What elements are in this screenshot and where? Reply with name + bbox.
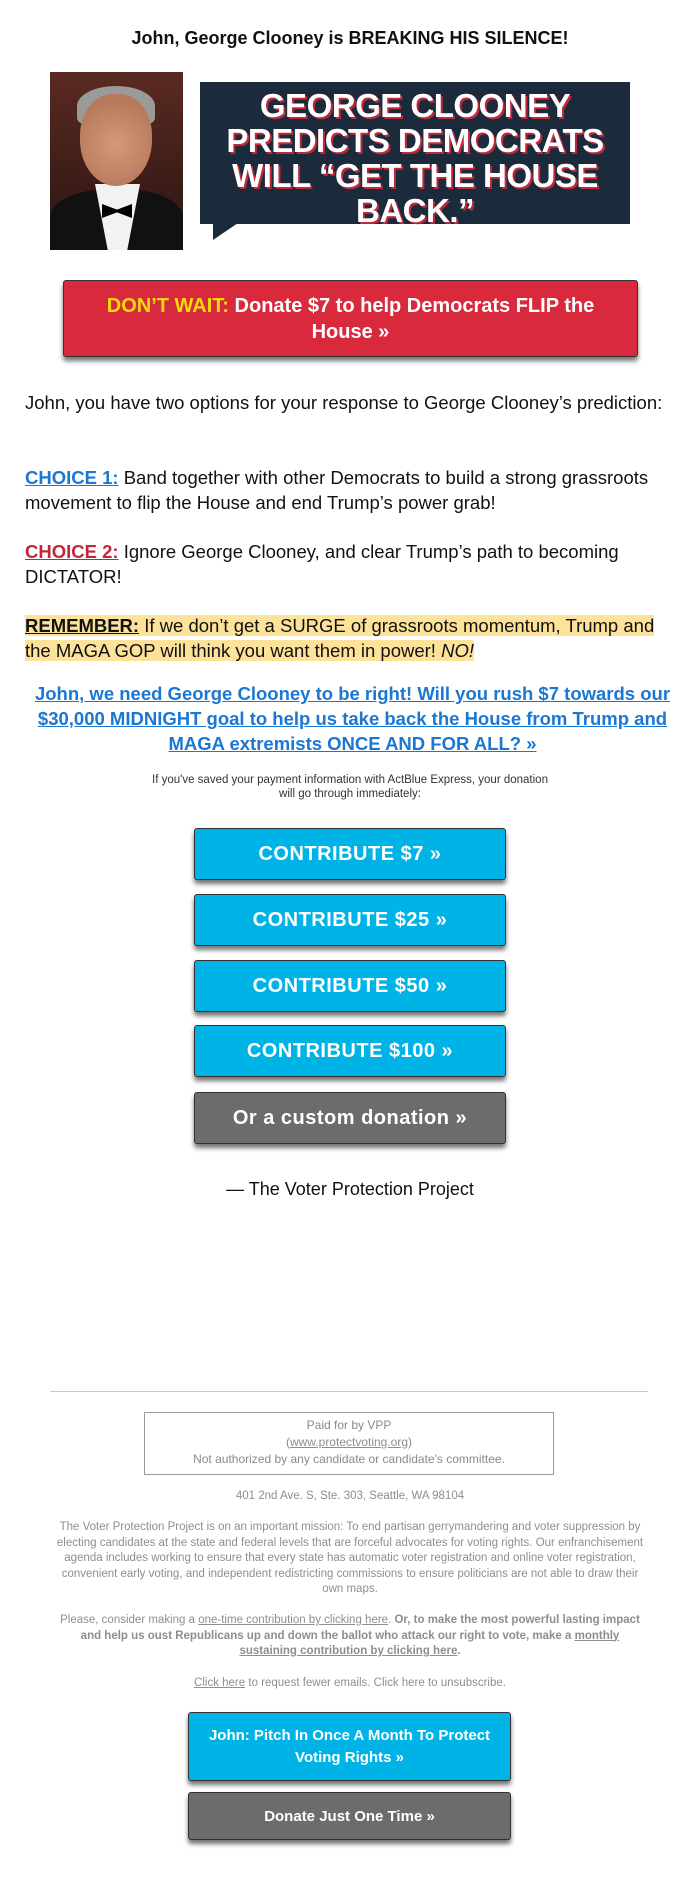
remember-text: If we don’t get a SURGE of grassroots momentum, Trump and the MAGA GOP will think you want them in power! [25,615,655,661]
email-prefs [60,1676,640,1692]
headline: John, George Clooney is BREAKING HIS SILENCE! [131,28,569,48]
address: 401 2nd Ave. S, Ste. 303, Seattle, WA 98104 [235,1490,465,1502]
remember-label: REMEMBER: [25,615,140,636]
bold-appeal: Or, to make the most powerful lasting impact and help us oust Republicans up and down the ballot who attack our right to vote, make a [80,1614,640,1642]
intro-paragraph: John, you have two options for your response to George Clooney’s prediction: [25,392,663,413]
choice-2-link[interactable]: CHOICE 2: [25,541,119,562]
choice-1-text: Band together with other Democrats to build a strong grassroots movement to flip the House and end Trump’s power grab! [25,467,649,513]
speech-bubble-tail [213,223,238,240]
custom-donation-button[interactable]: Or a custom donation » [194,1092,506,1144]
choice-2-paragraph [25,539,680,589]
please-text: Please, consider making a [60,1614,196,1626]
contribute-50-button[interactable]: CONTRIBUTE $50 » [194,960,506,1012]
donate-7-link[interactable]: John, we need George Clooney to be right! Will you rush $7 towards our $30,000 MIDNIGHT goal to help us take back the House from Trump and MAGA extremists ONCE AND FOR ALL? » [34,683,671,754]
contribution-paragraph: Please, consider making a one-time contribution by clicking here. Or, to make the most powerful lasting impact and help us oust Republicans up and down the ballot who attack our right to vote, make a monthly sustaining contribution by clicking here. [60,1614,640,1657]
actblue-note-line-2: will go through immediately: [279,788,421,800]
not-authorized-text: Not authorized by any candidate or candidate's committee. [193,1452,505,1466]
unsubscribe-text[interactable]: to request fewer emails. Click here to unsubscribe. [248,1677,506,1689]
choice-2-text: Ignore George Clooney, and clear Trump’s path to becoming DICTATOR! [25,541,619,587]
choice-1-link[interactable]: CHOICE 1: [25,467,119,488]
signature: — The Voter Protection Project [226,1179,474,1199]
paid-for-box [144,1412,554,1475]
remember-paragraph [25,613,680,663]
contribute-100-button[interactable]: CONTRIBUTE $100 » [194,1025,506,1077]
monthly-contribution-link[interactable]: monthly sustaining contribution by clicking here [239,1629,620,1657]
speech-bubble: GEORGE CLOONEY PREDICTS DEMOCRATS WILL “GET THE HOUSE BACK.” [200,82,630,224]
one-time-contribution-link[interactable]: one-time contribution by clicking here [198,1614,389,1626]
footer-divider [50,1391,648,1392]
actblue-note [0,773,700,801]
contribute-25-button[interactable]: CONTRIBUTE $25 » [194,894,506,946]
paid-for-text: Paid for by VPP [306,1418,392,1432]
top-donate-text: Donate $7 to help Democrats FLIP the House » [234,294,595,343]
site-link[interactable]: www.protectvoting.org [289,1435,409,1449]
choice-1-paragraph [25,465,680,515]
remember-no: NO! [441,640,474,661]
contribute-7-button[interactable]: CONTRIBUTE $7 » [194,828,506,880]
one-time-donation-button[interactable]: Donate Just One Time » [188,1792,511,1840]
mission-text: The Voter Protection Project is on an important mission: To end partisan gerrymandering and voter suppression by electing candidates at the state and federal levels that are forceful advocates for voting rights. Our enfranchisement agenda includes working to ensure that every state has automatic voter registration and online voter registration, convenient early voting, and independent redistricting commissions to ensure politicians are not able to draw their own maps. [56,1521,644,1595]
dont-wait-label: DON’T WAIT: [106,294,229,317]
site-link-line: (www.protectvoting.org) [285,1435,413,1449]
actblue-note-line-1: If you've saved your payment information with ActBlue Express, your donation [152,774,548,786]
top-donate-button[interactable] [63,280,638,357]
george-clooney-photo [50,72,183,250]
fewer-emails-link[interactable]: Click here [194,1677,246,1689]
monthly-donation-button[interactable]: John: Pitch In Once A Month To Protect Voting Rights » [188,1712,511,1781]
